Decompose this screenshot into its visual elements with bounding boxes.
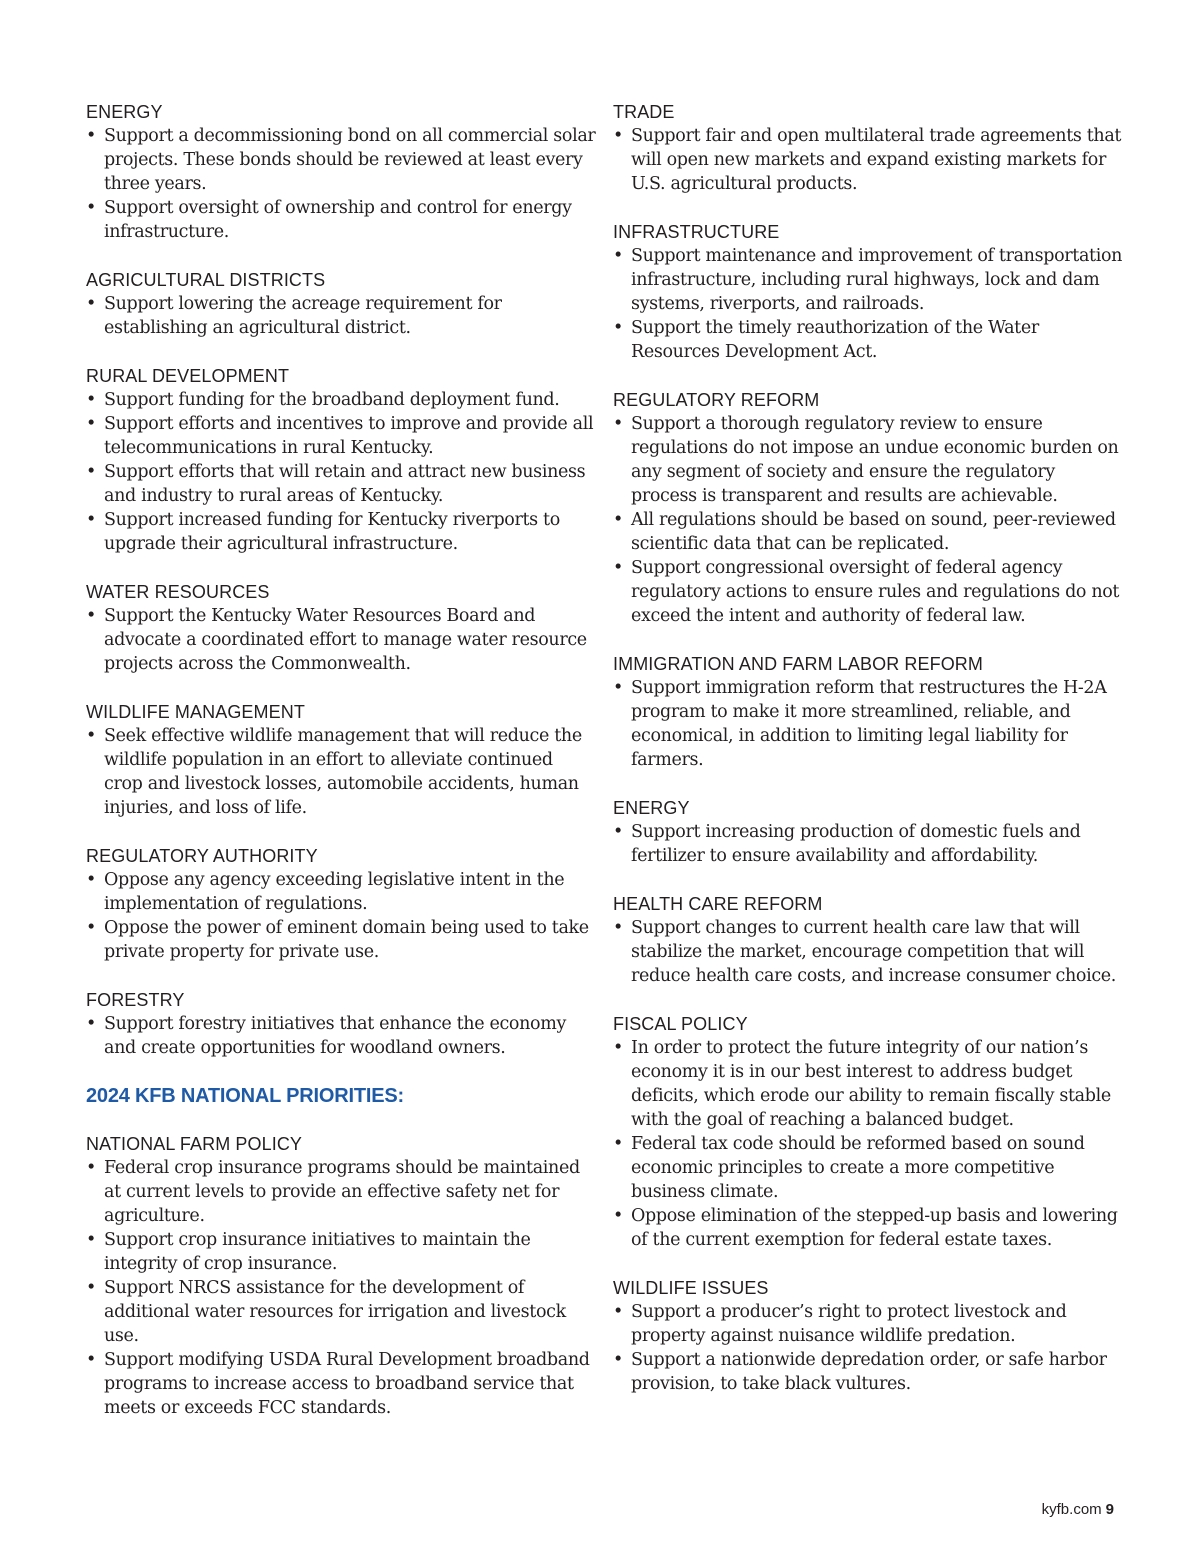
bullet-item <box>86 1276 596 1348</box>
section-heading: WILDLIFE ISSUES <box>613 1278 769 1298</box>
bullet-item <box>613 244 1123 316</box>
bullet-text: Support the timely reauthorization of the Water Resources Development Act. <box>631 318 1039 362</box>
bullet-text: Support oversight of ownership and control for energy infrastructure. <box>104 198 572 242</box>
bullet-item <box>613 1132 1123 1204</box>
page-footer <box>1042 1500 1114 1520</box>
section-heading: FORESTRY <box>86 990 185 1010</box>
bullet-marker: • <box>613 558 623 578</box>
section-heading: REGULATORY REFORM <box>613 390 820 410</box>
bullet-item <box>86 292 596 340</box>
bullet-text: Support changes to current health care law that will stabilize the market, encourage competition that will reduce health care costs, and increase consumer choice. <box>631 918 1117 986</box>
bullet-list <box>86 724 596 820</box>
bullet-list <box>86 604 596 676</box>
bullet-text: Support increasing production of domestic fuels and fertilizer to ensure availability and affordability. <box>631 822 1081 866</box>
policy-section <box>613 100 1123 196</box>
bullet-list <box>613 412 1123 628</box>
bullet-item <box>86 412 596 460</box>
right-column <box>613 100 1123 1420</box>
bullet-marker: • <box>613 510 623 530</box>
bullet-list <box>613 124 1123 196</box>
bullet-marker: • <box>613 126 623 146</box>
bullet-marker: • <box>86 606 96 626</box>
national-sections <box>86 1132 596 1420</box>
bullet-item <box>613 124 1123 196</box>
bullet-item <box>613 556 1123 628</box>
bullet-text: Support efforts and incentives to improve and provide all telecommunications in rural Kentucky. <box>104 414 594 458</box>
bullet-marker: • <box>86 126 96 146</box>
bullet-marker: • <box>86 510 96 530</box>
bullet-list <box>86 388 596 556</box>
bullet-item <box>86 868 596 916</box>
section-heading: AGRICULTURAL DISTRICTS <box>86 270 326 290</box>
policy-section <box>613 1276 1123 1396</box>
left-sections <box>86 100 596 1060</box>
bullet-item <box>613 1204 1123 1252</box>
bullet-marker: • <box>86 1230 96 1250</box>
policy-section <box>86 844 596 964</box>
bullet-item <box>613 412 1123 508</box>
bullet-text: Support NRCS assistance for the development of additional water resources for irrigation and livestock use. <box>104 1278 566 1346</box>
section-heading: WILDLIFE MANAGEMENT <box>86 702 305 722</box>
bullet-text: Support congressional oversight of federal agency regulatory actions to ensure rules and regulations do not exceed the intent and authority of federal law. <box>631 558 1120 626</box>
bullet-text: Oppose the power of eminent domain being used to take private property for private use. <box>104 918 589 962</box>
national-priorities-title: 2024 KFB NATIONAL PRIORITIES: <box>86 1085 404 1107</box>
bullet-text: Support modifying USDA Rural Development broadband programs to increase access to broadband service that meets or exceeds FCC standards. <box>104 1350 590 1418</box>
bullet-marker: • <box>613 246 623 266</box>
bullet-item <box>86 460 596 508</box>
bullet-text: In order to protect the future integrity of our nation’s economy it is in our best interest to address budget deficits, which erode our ability to remain fiscally stable with the goal of reaching a balanced budget. <box>631 1038 1111 1130</box>
bullet-list <box>613 244 1123 364</box>
page-number: 9 <box>1105 1501 1114 1518</box>
bullet-marker: • <box>613 1350 623 1370</box>
section-heading: TRADE <box>613 102 675 122</box>
bullet-item <box>613 676 1123 772</box>
bullet-text: Support forestry initiatives that enhance the economy and create opportunities for woodland owners. <box>104 1014 566 1058</box>
bullet-item <box>86 388 596 412</box>
bullet-marker: • <box>86 198 96 218</box>
policy-section <box>86 100 596 244</box>
bullet-item <box>613 1300 1123 1348</box>
policy-section <box>86 988 596 1060</box>
section-heading: RURAL DEVELOPMENT <box>86 366 290 386</box>
bullet-marker: • <box>613 1206 623 1226</box>
bullet-item <box>613 316 1123 364</box>
bullet-marker: • <box>613 1302 623 1322</box>
bullet-text: Federal crop insurance programs should be maintained at current levels to provide an effective safety net for agriculture. <box>104 1158 580 1226</box>
bullet-marker: • <box>613 414 623 434</box>
bullet-marker: • <box>613 1134 623 1154</box>
bullet-marker: • <box>86 1014 96 1034</box>
bullet-item <box>613 508 1123 556</box>
bullet-text: Support maintenance and improvement of transportation infrastructure, including rural highways, lock and dam systems, riverports, and railroads. <box>631 246 1123 314</box>
section-heading: IMMIGRATION AND FARM LABOR REFORM <box>613 654 983 674</box>
bullet-item <box>86 724 596 820</box>
section-heading: ENERGY <box>613 798 690 818</box>
bullet-marker: • <box>613 318 623 338</box>
bullet-text: Support the Kentucky Water Resources Board and advocate a coordinated effort to manage water resource projects across the Commonwealth. <box>104 606 587 674</box>
bullet-text: Oppose any agency exceeding legislative intent in the implementation of regulations. <box>104 870 565 914</box>
policy-section <box>86 1132 596 1420</box>
bullet-text: Oppose elimination of the stepped-up basis and lowering of the current exemption for federal estate taxes. <box>631 1206 1118 1250</box>
bullet-marker: • <box>86 414 96 434</box>
bullet-text: Support efforts that will retain and attract new business and industry to rural areas of Kentucky. <box>104 462 586 506</box>
bullet-item <box>86 508 596 556</box>
bullet-list <box>613 676 1123 772</box>
bullet-text: Support crop insurance initiatives to maintain the integrity of crop insurance. <box>104 1230 531 1274</box>
policy-section <box>86 700 596 820</box>
policy-section <box>613 892 1123 988</box>
bullet-marker: • <box>86 918 96 938</box>
bullet-item <box>613 1036 1123 1132</box>
bullet-marker: • <box>86 390 96 410</box>
bullet-marker: • <box>86 294 96 314</box>
section-heading: REGULATORY AUTHORITY <box>86 846 318 866</box>
bullet-marker: • <box>613 822 623 842</box>
left-column <box>86 100 596 1444</box>
section-heading: WATER RESOURCES <box>86 582 270 602</box>
footer-site: kyfb.com <box>1041 1501 1102 1518</box>
bullet-text: Support lowering the acreage requirement for establishing an agricultural district. <box>104 294 502 338</box>
bullet-list <box>86 1156 596 1420</box>
bullet-item <box>86 124 596 196</box>
bullet-list <box>86 292 596 340</box>
policy-section <box>613 652 1123 772</box>
policy-section <box>86 268 596 340</box>
bullet-list <box>613 1036 1123 1252</box>
bullet-marker: • <box>86 1158 96 1178</box>
bullet-marker: • <box>86 726 96 746</box>
bullet-list <box>86 1012 596 1060</box>
bullet-marker: • <box>86 870 96 890</box>
bullet-list <box>613 1300 1123 1396</box>
bullet-item <box>86 1012 596 1060</box>
bullet-text: Support increased funding for Kentucky riverports to upgrade their agricultural infrastructure. <box>104 510 560 554</box>
policy-section <box>86 580 596 676</box>
policy-section <box>86 364 596 556</box>
bullet-text: Federal tax code should be reformed based on sound economic principles to create a more competitive business climate. <box>631 1134 1085 1202</box>
bullet-list <box>613 820 1123 868</box>
bullet-marker: • <box>613 678 623 698</box>
bullet-text: Support immigration reform that restructures the H-2A program to make it more streamlined, reliable, and economical, in addition to limiting legal liability for farmers. <box>631 678 1107 770</box>
bullet-marker: • <box>613 918 623 938</box>
right-sections <box>613 100 1123 1396</box>
bullet-item <box>86 604 596 676</box>
bullet-list <box>613 916 1123 988</box>
section-heading: HEALTH CARE REFORM <box>613 894 823 914</box>
section-heading: NATIONAL FARM POLICY <box>86 1134 303 1154</box>
bullet-item <box>86 1156 596 1228</box>
bullet-text: All regulations should be based on sound, peer-reviewed scientific data that can be replicated. <box>631 510 1116 554</box>
bullet-text: Support a nationwide depredation order, or safe harbor provision, to take black vultures. <box>631 1350 1107 1394</box>
bullet-list <box>86 124 596 244</box>
policy-section <box>613 388 1123 628</box>
bullet-text: Support a decommissioning bond on all commercial solar projects. These bonds should be reviewed at least every three years. <box>104 126 596 194</box>
bullet-text: Support fair and open multilateral trade agreements that will open new markets and expand existing markets for U.S. agricultural products. <box>631 126 1122 194</box>
bullet-list <box>86 868 596 964</box>
section-heading: FISCAL POLICY <box>613 1014 748 1034</box>
section-heading: ENERGY <box>86 102 163 122</box>
policy-section <box>613 1012 1123 1252</box>
bullet-marker: • <box>613 1038 623 1058</box>
bullet-marker: • <box>86 1350 96 1370</box>
bullet-marker: • <box>86 1278 96 1298</box>
bullet-text: Support a producer’s right to protect livestock and property against nuisance wildlife predation. <box>631 1302 1067 1346</box>
bullet-item <box>86 196 596 244</box>
bullet-item <box>86 916 596 964</box>
section-heading: INFRASTRUCTURE <box>613 222 780 242</box>
policy-section <box>613 796 1123 868</box>
bullet-marker: • <box>86 462 96 482</box>
bullet-text: Support funding for the broadband deployment fund. <box>104 390 560 410</box>
policy-section <box>613 220 1123 364</box>
bullet-item <box>86 1348 596 1420</box>
bullet-text: Seek effective wildlife management that will reduce the wildlife population in an effort to alleviate continued crop and livestock losses, automobile accidents, human injuries, and loss of life. <box>104 726 582 818</box>
bullet-item <box>613 1348 1123 1396</box>
bullet-item <box>613 916 1123 988</box>
bullet-item <box>613 820 1123 868</box>
bullet-text: Support a thorough regulatory review to ensure regulations do not impose an undue economic burden on any segment of society and ensure the regulatory process is transparent and results are achievable. <box>631 414 1119 506</box>
bullet-item <box>86 1228 596 1276</box>
